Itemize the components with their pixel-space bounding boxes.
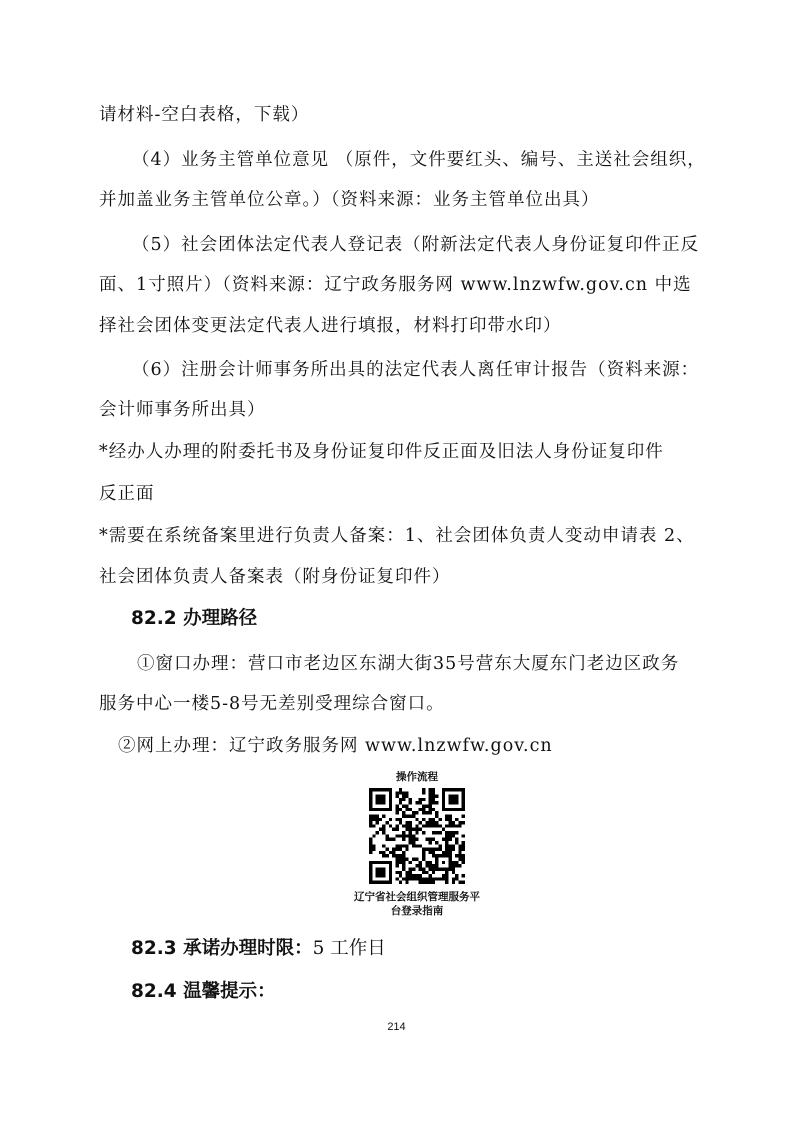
body-line: （5）社会团体法定代表人登记表（附新法定代表人身份证复印件正反 [132,235,700,255]
qr-title: 操作流程 [396,771,438,783]
route-online-line: ②网上办理：辽宁政务服务网 www.lnzwfw.gov.cn [118,736,553,756]
section-heading-82-2: 82.2 办理路径 [131,608,258,629]
route-window-line: ①窗口办理：营口市老边区东湖大街35号营东大厦东门老边区政务 [137,654,680,674]
page-number: 214 [387,1021,406,1033]
body-line: （4）业务主管单位意见 （原件，文件要红头、编号、主送社会组织， [132,150,706,170]
body-line: 请材料-空白表格，下载） [99,105,310,125]
qr-caption [337,890,497,918]
route-window-line: 服务中心一楼5-8号无差别受理综合窗口。 [99,694,445,714]
section-heading-label: 82.3 承诺办理时限： [131,938,313,959]
body-line: 会计师事务所出具） [99,400,266,420]
section-heading-82-4: 82.4 温馨提示： [131,981,276,1002]
body-line: 择社会团体变更法定代表人进行填报，材料打印带水印） [99,316,562,336]
body-line: 并加盖业务主管单位公章。）（资料来源：业务主管单位出具） [99,190,600,210]
body-line: *需要在系统备案里进行负责人备案：1、社会团体负责人变动申请表 2、 [99,526,695,546]
time-limit-value: 5 工作日 [312,938,386,959]
body-line: 社会团体负责人备案表（附身份证复印件） [99,567,451,587]
section-heading-82-3 [131,936,386,962]
qr-code-icon [369,788,465,884]
body-line: *经办人办理的附委托书及身份证复印件反正面及旧法人身份证复印件 [99,442,664,462]
body-line: 面、1寸照片）（资料来源：辽宁政务服务网 www.lnzwfw.gov.cn 中选 [99,275,692,295]
body-line: （6）注册会计师事务所出具的法定代表人离任审计报告（资料来源： [132,360,700,380]
body-line: 反正面 [99,484,155,504]
qr-caption-line: 辽宁省社会组织管理服务平 [354,891,480,903]
qr-caption-line: 台登录指南 [390,905,444,917]
